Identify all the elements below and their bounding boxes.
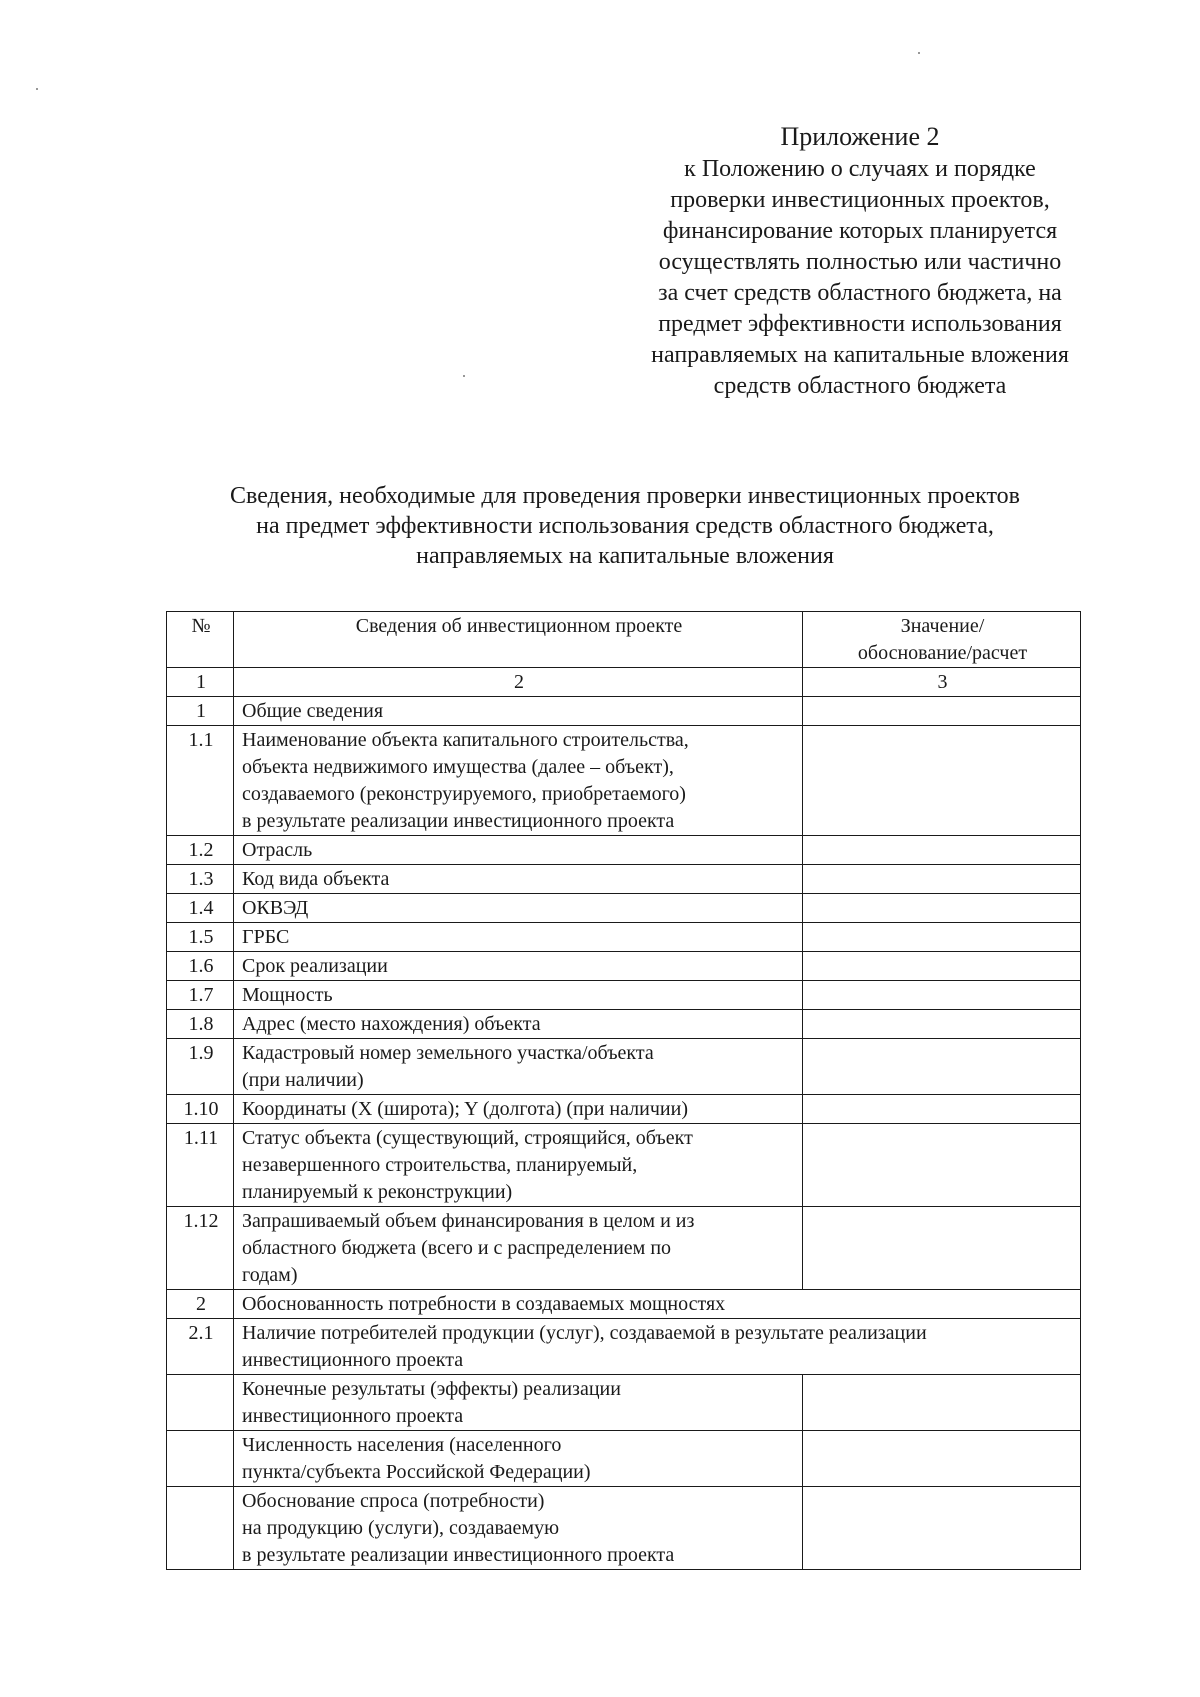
table-body xyxy=(167,697,1081,1570)
description-line: Код вида объекта xyxy=(242,868,390,890)
row-description xyxy=(234,1431,803,1487)
description-line: Наименование объекта капитального строительства, xyxy=(242,729,689,751)
description-line: Статус объекта (существующий, строящийся, объект xyxy=(242,1127,693,1149)
row-description xyxy=(234,865,803,894)
row-description xyxy=(234,1039,803,1095)
scan-speck xyxy=(918,52,920,54)
row-number: 1.3 xyxy=(167,865,234,894)
description-line: Обоснованность потребности в создаваемых мощностях xyxy=(242,1293,726,1315)
row-number: 1.6 xyxy=(167,952,234,981)
description-line: в результате реализации инвестиционного проекта xyxy=(242,1544,675,1566)
appendix-line: средств областного бюджета xyxy=(713,373,1007,399)
row-description xyxy=(234,1487,803,1570)
table-row xyxy=(167,697,1081,726)
table-row xyxy=(167,1290,1081,1319)
row-value-cell[interactable] xyxy=(803,836,1081,865)
column-index: 1 xyxy=(167,668,234,697)
table-row xyxy=(167,952,1081,981)
row-number: 1.5 xyxy=(167,923,234,952)
header-description: Сведения об инвестиционном проекте xyxy=(234,612,803,668)
scan-speck xyxy=(36,88,38,90)
header-value-line: Значение/ xyxy=(900,615,985,637)
description-line: Наличие потребителей продукции (услуг), создаваемой в результате реализации xyxy=(242,1322,927,1344)
row-description xyxy=(234,1207,803,1290)
row-description xyxy=(234,1290,1081,1319)
description-line: Обоснование спроса (потребности) xyxy=(242,1490,545,1512)
row-value-cell[interactable] xyxy=(803,1010,1081,1039)
appendix-title: Приложение 2 xyxy=(780,122,940,151)
row-value-cell[interactable] xyxy=(803,1124,1081,1207)
description-line: Общие сведения xyxy=(242,700,384,722)
description-line: инвестиционного проекта xyxy=(242,1349,464,1371)
row-value-cell[interactable] xyxy=(803,1039,1081,1095)
table-row xyxy=(167,894,1081,923)
row-description xyxy=(234,1124,803,1207)
project-info-table xyxy=(166,611,1081,1570)
row-description xyxy=(234,1319,1081,1375)
table-row xyxy=(167,1124,1081,1207)
description-line: создаваемого (реконструируемого, приобретаемого) xyxy=(242,783,686,805)
row-number: 1.1 xyxy=(167,726,234,836)
table-row xyxy=(167,1207,1081,1290)
appendix-line: за счет средств областного бюджета, на xyxy=(658,280,1062,306)
row-value-cell[interactable] xyxy=(803,697,1081,726)
column-index: 3 xyxy=(803,668,1081,697)
row-description xyxy=(234,836,803,865)
row-number xyxy=(167,1431,234,1487)
appendix-line: к Положению о случаях и порядке xyxy=(684,156,1036,182)
table-row xyxy=(167,1487,1081,1570)
row-number: 1.11 xyxy=(167,1124,234,1207)
row-number: 1.7 xyxy=(167,981,234,1010)
table-row xyxy=(167,981,1081,1010)
appendix-line: предмет эффективности использования xyxy=(658,311,1062,337)
row-description xyxy=(234,894,803,923)
description-line: ОКВЭД xyxy=(242,897,309,919)
row-description xyxy=(234,923,803,952)
row-value-cell[interactable] xyxy=(803,1375,1081,1431)
row-description xyxy=(234,1010,803,1039)
description-line: инвестиционного проекта xyxy=(242,1405,464,1427)
description-line: Срок реализации xyxy=(242,955,388,977)
table-row xyxy=(167,1010,1081,1039)
document-heading xyxy=(150,481,1100,571)
appendix-line: направляемых на капитальные вложения xyxy=(651,342,1069,368)
row-number xyxy=(167,1375,234,1431)
row-description xyxy=(234,981,803,1010)
description-line: Кадастровый номер земельного участка/объекта xyxy=(242,1042,654,1064)
row-number: 1 xyxy=(167,697,234,726)
row-value-cell[interactable] xyxy=(803,726,1081,836)
description-line: (при наличии) xyxy=(242,1069,364,1091)
description-line: незавершенного строительства, планируемый, xyxy=(242,1154,638,1176)
description-line: на продукцию (услуги), создаваемую xyxy=(242,1517,560,1539)
description-line: Конечные результаты (эффекты) реализации xyxy=(242,1378,621,1400)
row-description xyxy=(234,697,803,726)
row-number: 1.4 xyxy=(167,894,234,923)
heading-line: Сведения, необходимые для проведения проверки инвестиционных проектов xyxy=(230,483,1020,509)
table-header-row xyxy=(167,612,1081,668)
header-value-line: обоснование/расчет xyxy=(857,642,1028,664)
row-description xyxy=(234,952,803,981)
heading-line: на предмет эффективности использования средств областного бюджета, xyxy=(256,513,994,539)
row-value-cell[interactable] xyxy=(803,1431,1081,1487)
description-line: Мощность xyxy=(242,984,333,1006)
table-row xyxy=(167,836,1081,865)
appendix-line: осуществлять полностью или частично xyxy=(658,249,1062,275)
description-line: Запрашиваемый объем финансирования в целом и из xyxy=(242,1210,695,1232)
table-row xyxy=(167,726,1081,836)
row-number: 1.2 xyxy=(167,836,234,865)
description-line: в результате реализации инвестиционного проекта xyxy=(242,810,675,832)
description-line: пункта/субъекта Российской Федерации) xyxy=(242,1461,591,1483)
appendix-header xyxy=(600,120,1120,402)
row-number: 1.9 xyxy=(167,1039,234,1095)
description-line: Численность населения (населенного xyxy=(242,1434,562,1456)
appendix-line: проверки инвестиционных проектов, xyxy=(670,187,1050,213)
row-value-cell[interactable] xyxy=(803,1095,1081,1124)
table-row xyxy=(167,923,1081,952)
column-index: 2 xyxy=(234,668,803,697)
row-value-cell[interactable] xyxy=(803,894,1081,923)
description-line: областного бюджета (всего и с распределением по xyxy=(242,1237,672,1259)
heading-line: направляемых на капитальные вложения xyxy=(416,543,834,569)
description-line: годам) xyxy=(242,1264,298,1286)
description-line: Координаты (X (широта); Y (долгота) (при наличии) xyxy=(242,1098,688,1120)
table-row xyxy=(167,1431,1081,1487)
row-value-cell[interactable] xyxy=(803,981,1081,1010)
row-value-cell[interactable] xyxy=(803,1487,1081,1570)
row-number: 1.12 xyxy=(167,1207,234,1290)
table-row xyxy=(167,1319,1081,1375)
row-number: 1.8 xyxy=(167,1010,234,1039)
description-line: ГРБС xyxy=(242,926,290,948)
description-line: объекта недвижимого имущества (далее – объект), xyxy=(242,756,674,778)
row-description xyxy=(234,726,803,836)
row-number xyxy=(167,1487,234,1570)
row-number: 1.10 xyxy=(167,1095,234,1124)
row-number: 2.1 xyxy=(167,1319,234,1375)
table-row xyxy=(167,1375,1081,1431)
column-index-row xyxy=(167,668,1081,697)
description-line: планируемый к реконструкции) xyxy=(242,1181,513,1203)
row-value-cell[interactable] xyxy=(803,923,1081,952)
description-line: Отрасль xyxy=(242,839,313,861)
row-number: 2 xyxy=(167,1290,234,1319)
table-row xyxy=(167,865,1081,894)
row-description xyxy=(234,1095,803,1124)
row-value-cell[interactable] xyxy=(803,1207,1081,1290)
description-line: Адрес (место нахождения) объекта xyxy=(242,1013,541,1035)
row-value-cell[interactable] xyxy=(803,952,1081,981)
row-value-cell[interactable] xyxy=(803,865,1081,894)
table-row xyxy=(167,1095,1081,1124)
scan-speck xyxy=(463,375,465,377)
appendix-line: финансирование которых планируется xyxy=(662,218,1058,244)
header-value xyxy=(803,612,1081,668)
row-description xyxy=(234,1375,803,1431)
header-number: № xyxy=(167,612,234,668)
table-row xyxy=(167,1039,1081,1095)
